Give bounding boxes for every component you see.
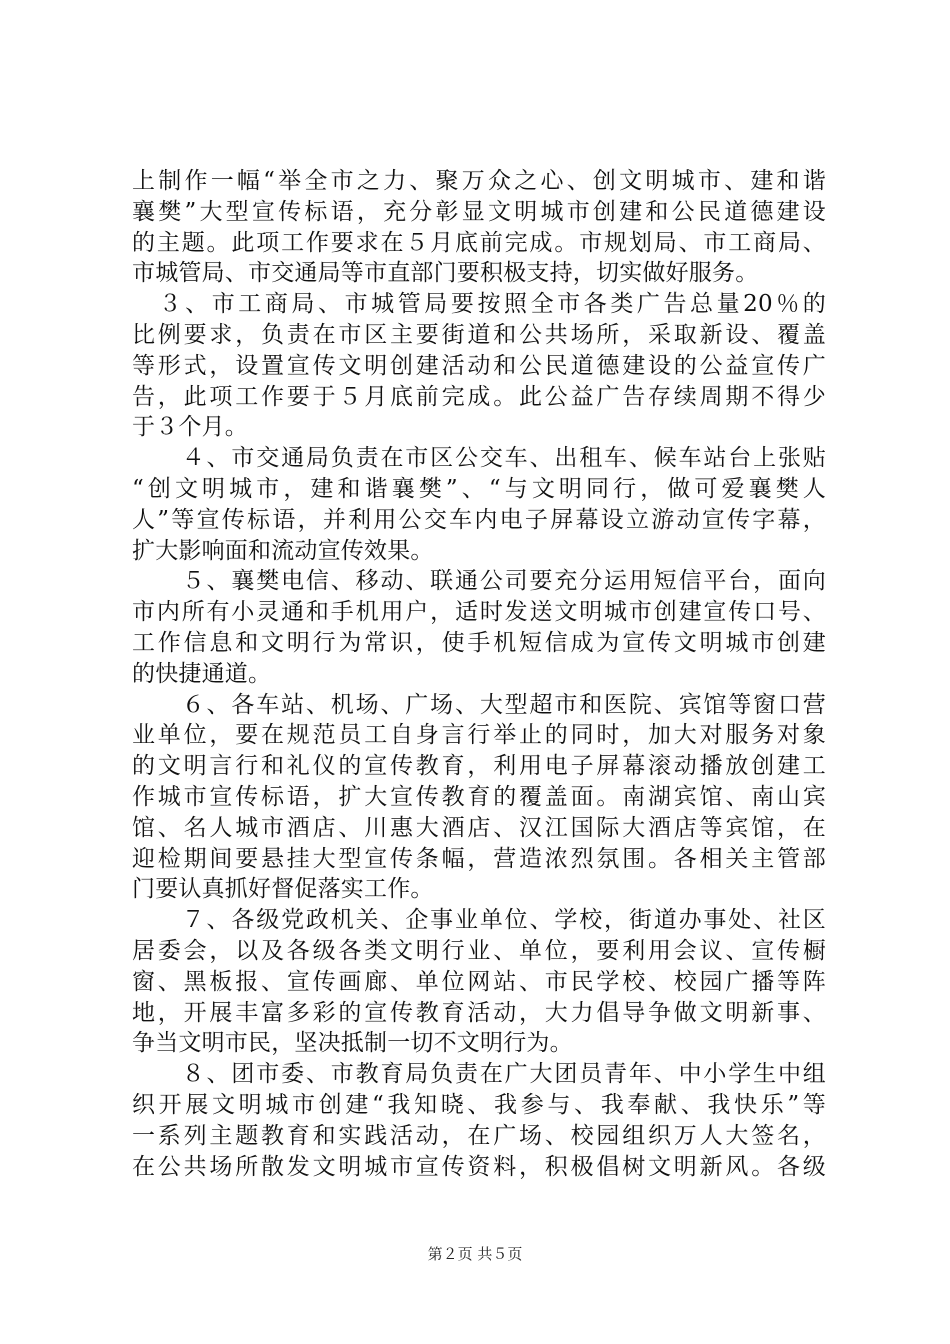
text-line: 的主题。此项工作要求在５月底前完成。市规划局、市工商局、 (132, 229, 826, 256)
text-line: 窗、黑板报、宣传画廊、单位网站、市民学校、校园广播等阵 (132, 968, 826, 995)
text-line: 在公共场所散发文明城市宣传资料，积极倡树文明新风。各级 (132, 1153, 826, 1180)
page-number-footer: 第２页 共５页 (427, 1245, 523, 1263)
text-line: “创文明城市，建和谐襄樊”、“与文明同行，做可爱襄樊人 (132, 475, 826, 502)
body-text (132, 166, 826, 1182)
text-line: 争当文明市民，坚决抵制一切不文明行为。 (132, 1030, 573, 1057)
text-line: 襄樊”大型宣传标语，充分彰显文明城市创建和公民道德建设 (132, 198, 826, 225)
text-line: ４、市交通局负责在市区公交车、出租车、候车站台上张贴 (132, 445, 826, 472)
text-line: 人”等宣传标语，并利用公交车内电子屏幕设立游动宣传字幕， (132, 506, 826, 533)
text-line: 作城市宣传标语，扩大宣传教育的覆盖面。南湖宾馆、南山宾 (132, 783, 826, 810)
text-line: 门要认真抓好督促落实工作。 (132, 876, 434, 903)
text-line: 一系列主题教育和实践活动，在广场、校园组织万人大签名， (132, 1122, 826, 1149)
text-line: 的文明言行和礼仪的宣传教育，利用电子屏幕滚动播放创建工 (132, 753, 826, 780)
text-line: 馆、名人城市酒店、川惠大酒店、汉江国际大酒店等宾馆，在 (132, 814, 826, 841)
text-line: ８、团市委、市教育局负责在广大团员青年、中小学生中组 (132, 1061, 826, 1088)
text-line: ７、各级党政机关、企事业单位、学校，街道办事处、社区 (132, 907, 826, 934)
text-line: 扩大影响面和流动宣传效果。 (132, 537, 434, 564)
text-line: ５、襄樊电信、移动、联通公司要充分运用短信平台，面向 (132, 568, 826, 595)
text-line: 比例要求，负责在市区主要街道和公共场所，采取新设、覆盖 (132, 321, 826, 348)
text-line: 市内所有小灵通和手机用户，适时发送文明城市创建宣传口号、 (132, 599, 826, 626)
text-line: 织开展文明城市创建“我知晓、我参与、我奉献、我快乐”等 (132, 1091, 826, 1118)
text-line: 工作信息和文明行为常识，使手机短信成为宣传文明城市创建 (132, 629, 826, 656)
text-line: ３、市工商局、市城管局要按照全市各类广告总量20％的 (132, 291, 826, 318)
text-line: 等形式，设置宣传文明创建活动和公民道德建设的公益宣传广 (132, 352, 826, 379)
text-line: 的快捷通道。 (132, 660, 272, 687)
text-line: 于３个月。 (132, 414, 248, 441)
text-line: 地，开展丰富多彩的宣传教育活动，大力倡导争做文明新事、 (132, 999, 826, 1026)
text-line: 市城管局、市交通局等市直部门要积极支持，切实做好服务。 (132, 260, 759, 287)
text-line: 告，此项工作要于５月底前完成。此公益广告存续周期不得少 (132, 383, 826, 410)
text-line: 业单位，要在规范员工自身言行举止的同时，加大对服务对象 (132, 722, 826, 749)
text-line: 迎检期间要悬挂大型宣传条幅，营造浓烈氛围。各相关主管部 (132, 845, 826, 872)
text-line: 上制作一幅“举全市之力、聚万众之心、创文明城市、建和谐 (132, 168, 826, 194)
text-line: 居委会，以及各级各类文明行业、单位，要利用会议、宣传橱 (132, 937, 826, 964)
text-line: ６、各车站、机场、广场、大型超市和医院、宾馆等窗口营 (132, 691, 826, 718)
